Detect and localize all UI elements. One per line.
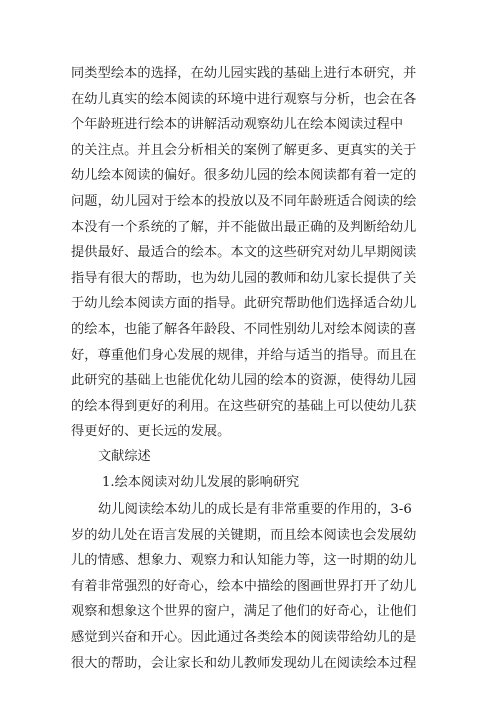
text-line: 的绘本，也能了解各年龄段、不同性别幼儿对绘本阅读的喜 bbox=[71, 321, 417, 337]
text-line: 此研究的基础上也能优化幼儿园的绘本的资源，使得幼儿园 bbox=[71, 373, 417, 389]
text-line: 幼儿绘本阅读的偏好。很多幼儿园的绘本阅读都有着一定的 bbox=[71, 168, 417, 184]
text-line: 的绘本得到更好的利用。在这些研究的基础上可以使幼儿获 bbox=[71, 398, 417, 414]
intro-paragraph bbox=[71, 61, 431, 445]
text-line: 儿的情感、想象力、观察力和认知能力等，这一时期的幼儿 bbox=[71, 553, 417, 569]
text-line: 个年龄班进行绘本的讲解活动观察幼儿在绘本阅读过程中 bbox=[71, 117, 404, 133]
text-line: 有着非常强烈的好奇心，绘本中描绘的图画世界打开了幼儿 bbox=[71, 578, 417, 594]
text-line: 感觉到兴奋和开心。因此通过各类绘本的阅读带给幼儿的是 bbox=[71, 629, 417, 645]
subsection-title: 1.绘本阅读对幼儿发展的影响研究 bbox=[102, 475, 300, 490]
text-line: 问题，幼儿园对于绘本的投放以及不同年龄班适合阅读的绘 bbox=[71, 193, 417, 209]
section-title: 文献综述 bbox=[98, 449, 151, 464]
text-line: 幼儿阅读绘本幼儿的成长是有非常重要的作用的，3-6 bbox=[98, 502, 412, 517]
body-paragraph bbox=[71, 497, 431, 676]
text-line: 好，尊重他们身心发展的规律，并给与适当的指导。而且在 bbox=[71, 347, 417, 363]
text-line: 的关注点。并且会分析相关的案例了解更多、更真实的关于 bbox=[71, 142, 417, 158]
text-line: 提供最好、最适合的绘本。本文的这些研究对幼儿早期阅读 bbox=[71, 245, 417, 261]
text-line: 观察和想象这个世界的窗户，满足了他们的好奇心，让他们 bbox=[71, 604, 417, 620]
text-line: 岁的幼儿处在语言发展的关键期，而且绘本阅读也会发展幼 bbox=[71, 527, 417, 543]
text-line: 得更好的、更长远的发展。 bbox=[71, 424, 231, 440]
text-line: 同类型绘本的选择，在幼儿园实践的基础上进行本研究，并 bbox=[71, 66, 417, 81]
text-line: 本没有一个系统的了解，并不能做出最正确的及判断给幼儿 bbox=[71, 219, 417, 235]
text-line: 于幼儿绘本阅读方面的指导。此研究帮助他们选择适合幼儿 bbox=[71, 296, 417, 312]
text-line: 指导有很大的帮助，也为幼儿园的教师和幼儿家长提供了关 bbox=[71, 270, 417, 286]
text-line: 在幼儿真实的绘本阅读的环境中进行观察与分析，也会在各 bbox=[71, 91, 417, 107]
text-line: 很大的帮助，会让家长和幼儿教师发现幼儿在阅读绘本过程 bbox=[71, 655, 417, 671]
